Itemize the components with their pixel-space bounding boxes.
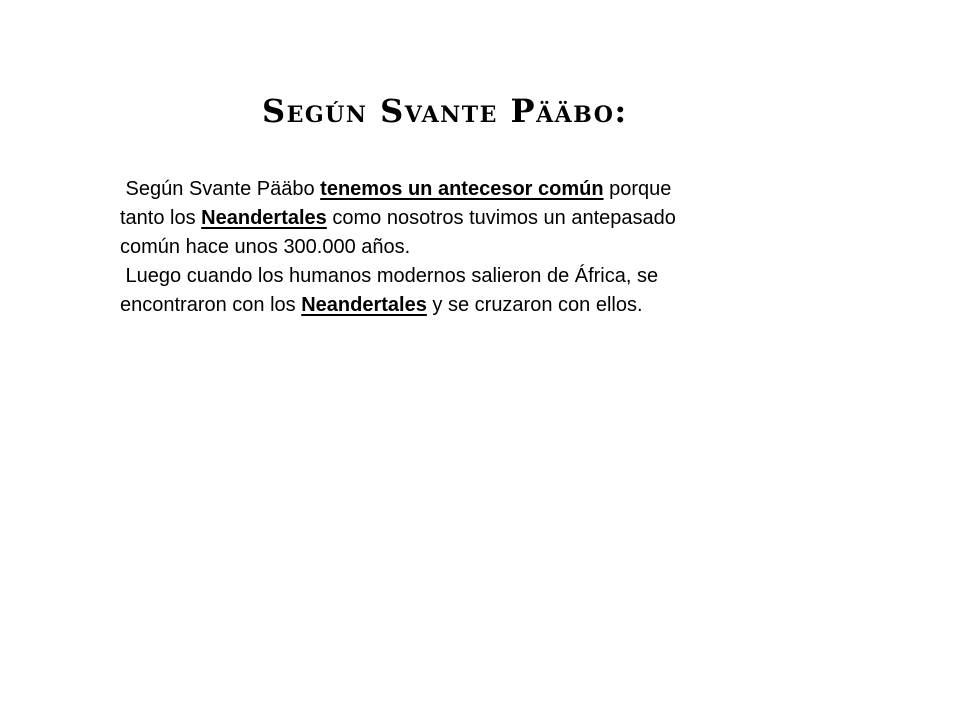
text-segment: como nosotros tuvimos un antepasado: [326, 207, 676, 229]
paragraph-2-line-1: Luego cuando los humanos modernos salieron de África, se: [120, 265, 659, 287]
text-segment: encontraron con los: [120, 294, 302, 316]
emphasis-neandertales: Neandertales: [201, 207, 327, 229]
text-segment: Según Svante Pääbo: [120, 178, 321, 200]
text-segment: porque: [603, 178, 672, 200]
paragraph-1-line-2: [120, 204, 820, 233]
text-segment: tanto los: [120, 207, 202, 229]
slide-title: Según Svante Pääbo:: [262, 92, 628, 130]
paragraph-1-line-3: común hace unos 300.000 años.: [120, 236, 411, 258]
paragraph-2-line-2: [120, 291, 820, 320]
text-segment: y se cruzaron con ellos.: [426, 294, 643, 316]
paragraph-1-line-1: [120, 175, 820, 204]
slide-body-text: [120, 175, 820, 320]
emphasis-common-ancestor: tenemos un antecesor común: [320, 178, 604, 200]
emphasis-neandertales: Neandertales: [301, 294, 427, 316]
